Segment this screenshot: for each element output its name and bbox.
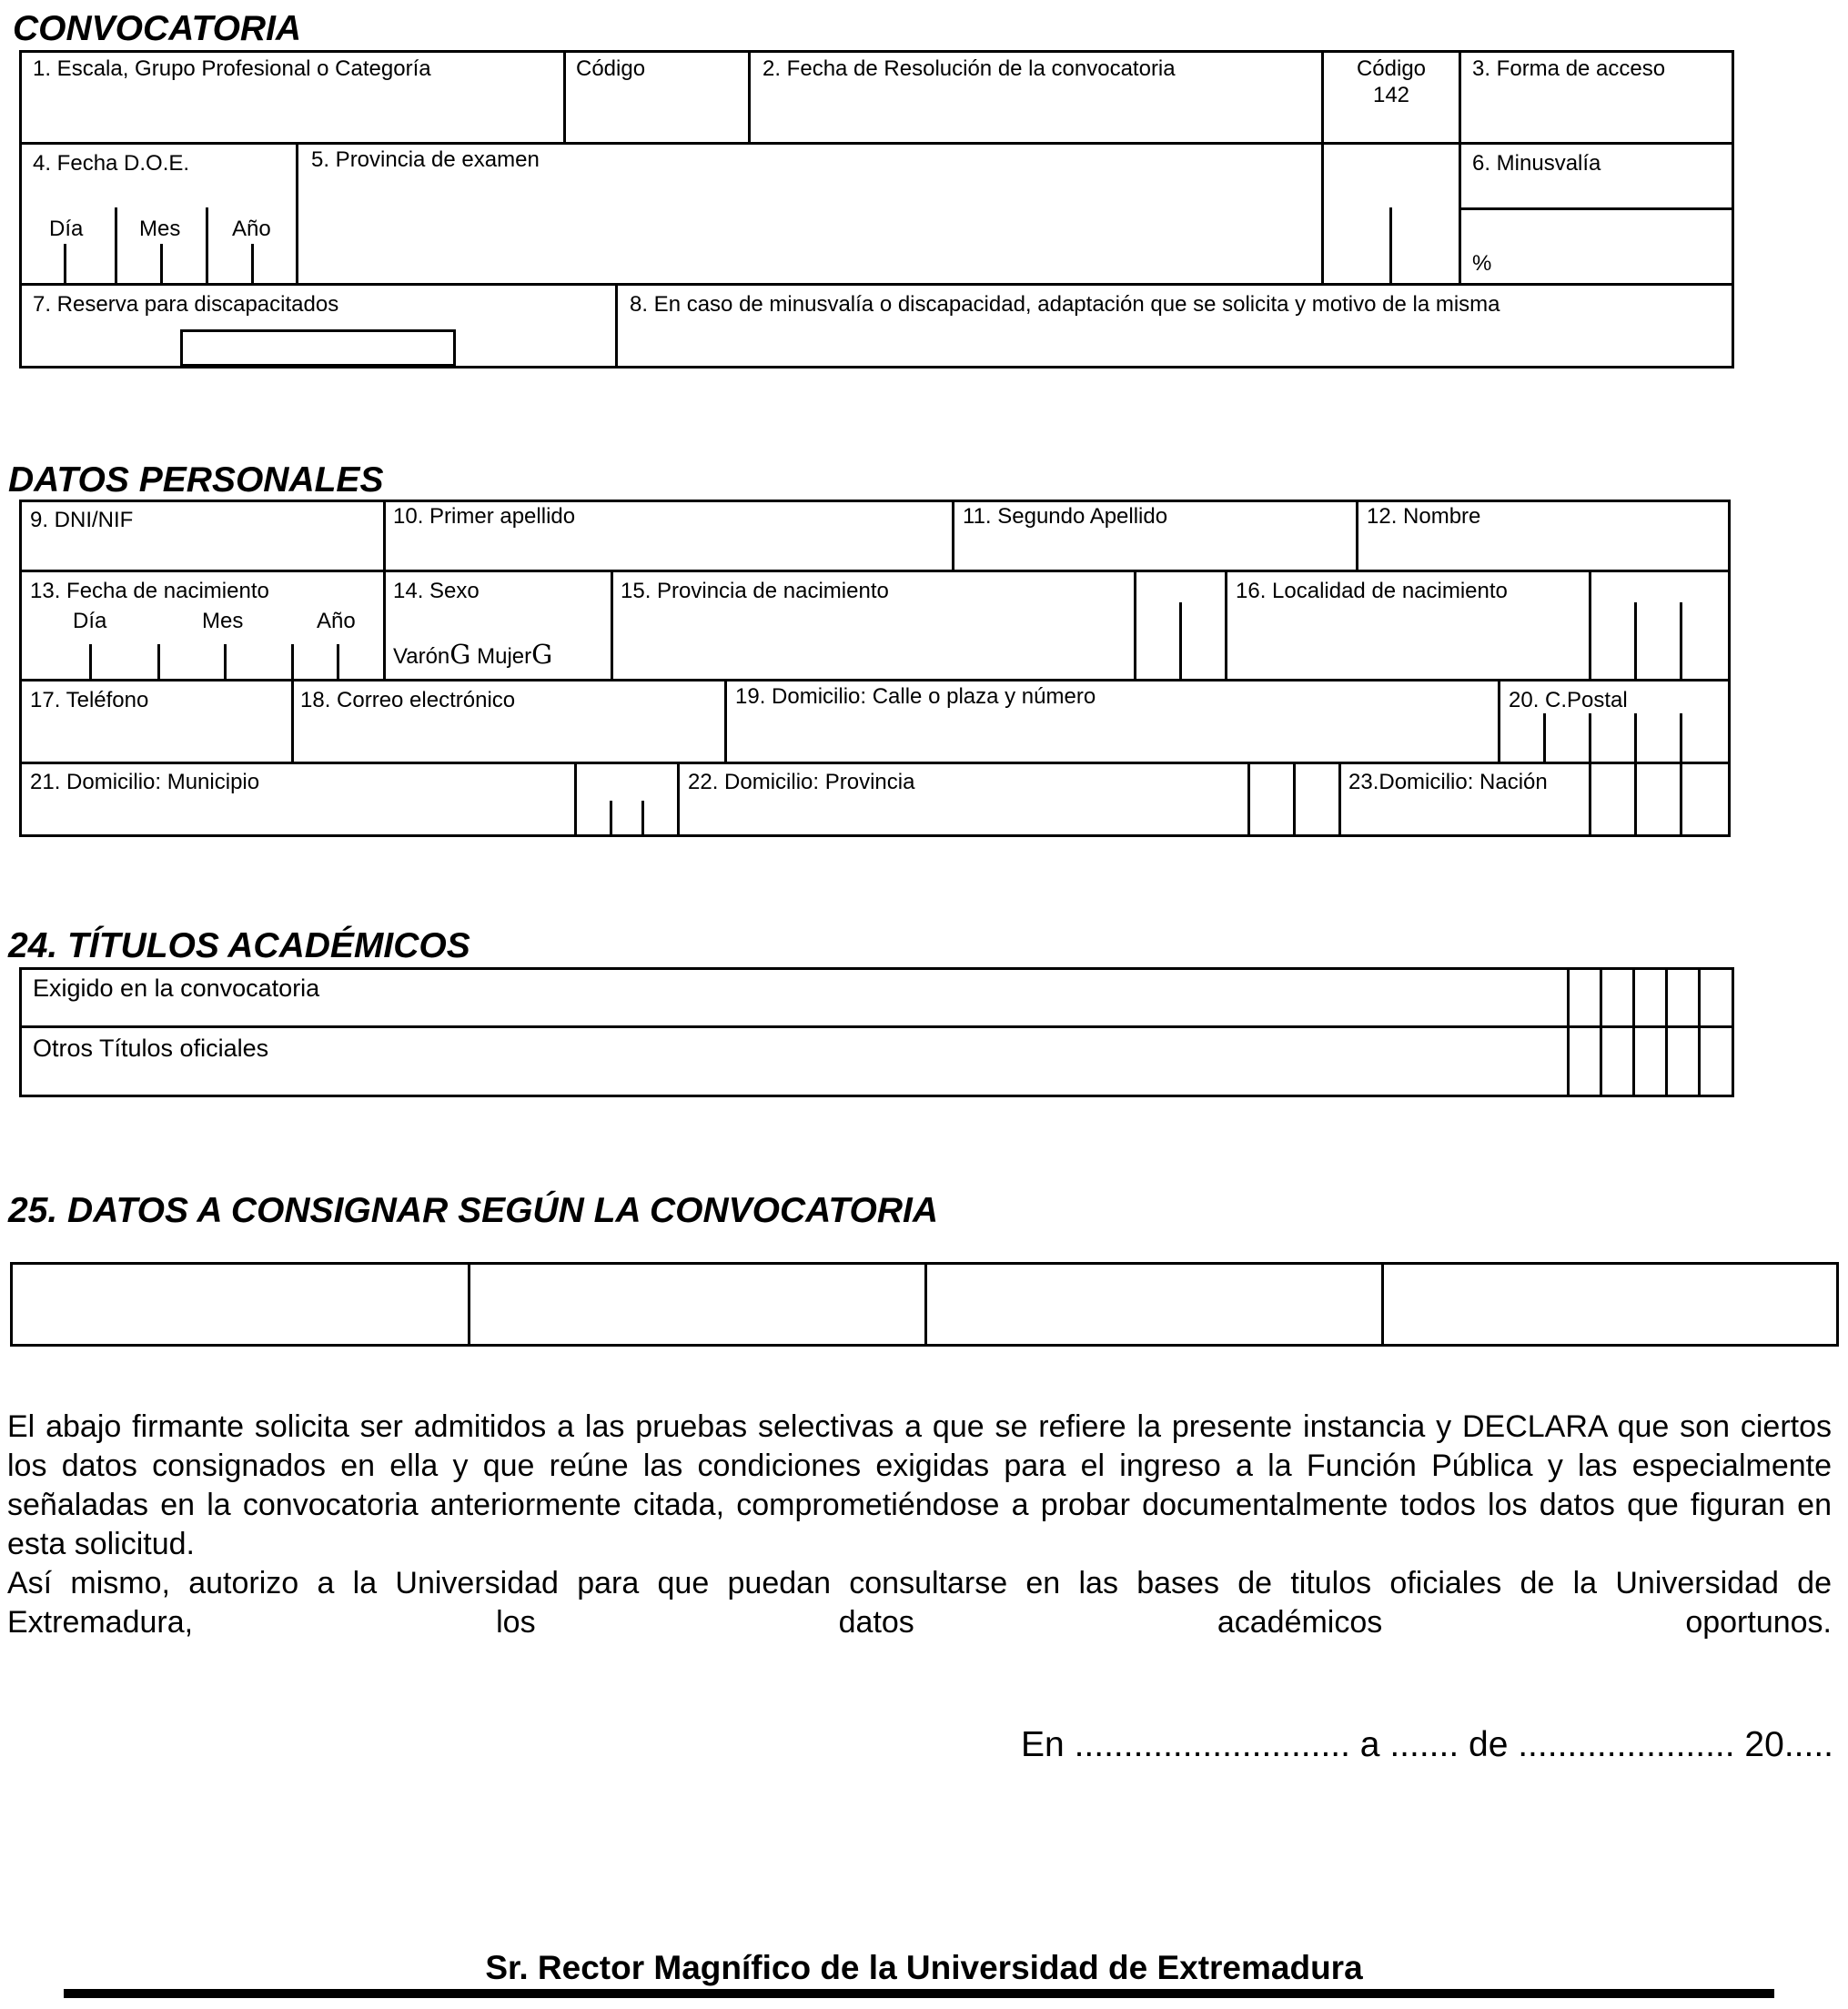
- mujer-checkbox[interactable]: G: [531, 639, 553, 670]
- label-correo: 18. Correo electrónico: [300, 688, 516, 712]
- label-varon: Varón: [393, 644, 450, 669]
- primer-apellido-field[interactable]: [386, 533, 950, 568]
- label-fecha-doe: 4. Fecha D.O.E.: [33, 151, 190, 176]
- place-date-line: En ............................ a ....... de ...................... 20.....: [1021, 1725, 1833, 1764]
- label-codigo: Código: [576, 56, 646, 81]
- label-codigo-postal: 20. C.Postal: [1509, 688, 1628, 712]
- label-domicilio-municipio: 21. Domicilio: Municipio: [30, 770, 260, 794]
- escala-grupo-field[interactable]: [22, 78, 562, 140]
- label-fecha-nacimiento: 13. Fecha de nacimiento: [30, 579, 269, 603]
- label-dni-nif: 9. DNI/NIF: [30, 508, 134, 532]
- datos-consignar-cell-3[interactable]: [927, 1265, 1379, 1344]
- fecha-doe-field[interactable]: [22, 244, 295, 282]
- reserva-discapacitados-box[interactable]: [180, 329, 456, 367]
- adaptacion-field[interactable]: [618, 320, 1732, 366]
- declaration-paragraph-1: El abajo firmante solicita ser admitidos a las pruebas selectivas a que se refiere la presente instancia y DECLARA que son ciertos los datos consignados en ella y que reúne las condiciones exigidas para el ingreso a la Función Pública y las especialmente señaladas en la convocatoria anteriormente citada, comprometiéndose a probar documentalmente todos los datos que figuran en esta solicitud.: [7, 1409, 1832, 1561]
- codigo-postal-field[interactable]: [1500, 715, 1728, 760]
- minusvalia-field[interactable]: [1461, 210, 1732, 281]
- label-telefono: 17. Teléfono: [30, 688, 149, 712]
- forma-acceso-field[interactable]: [1461, 78, 1732, 140]
- label-mujer: Mujer: [477, 644, 532, 669]
- datos-consignar-cell-1[interactable]: [13, 1265, 466, 1344]
- section-heading-titulos: 24. TÍTULOS ACADÉMICOS: [8, 926, 470, 965]
- provincia-nacimiento-field[interactable]: [613, 608, 1132, 677]
- titulo-exigido-field[interactable]: [364, 970, 1565, 1025]
- domicilio-municipio-field[interactable]: [22, 799, 572, 835]
- label-provincia-examen: 5. Provincia de examen: [311, 147, 540, 172]
- label-forma-acceso: 3. Forma de acceso: [1472, 56, 1666, 81]
- domicilio-provincia-field[interactable]: [680, 799, 1246, 835]
- label-anio: Año: [232, 217, 271, 241]
- section-heading-convocatoria: CONVOCATORIA: [13, 9, 302, 48]
- telefono-field[interactable]: [22, 717, 289, 760]
- label-domicilio-calle: 19. Domicilio: Calle o plaza y número: [735, 684, 1096, 709]
- domicilio-calle-field[interactable]: [727, 713, 1496, 760]
- label-domicilio-provincia: 22. Domicilio: Provincia: [688, 770, 915, 794]
- label-localidad-nacimiento: 16. Localidad de nacimiento: [1236, 579, 1508, 603]
- label-anio: Año: [317, 609, 356, 633]
- label-reserva-discapacitados: 7. Reserva para discapacitados: [33, 292, 339, 317]
- declaration-paragraph-2: Así mismo, autorizo a la Universidad para que puedan consultarse en las bases de titulos oficiales de la Universidad de Extremadura, los datos académicos oportunos.: [7, 1566, 1832, 1640]
- label-percent: %: [1472, 251, 1492, 276]
- fecha-resolucion-field[interactable]: [751, 78, 1319, 140]
- correo-field[interactable]: [294, 717, 722, 760]
- domicilio-nacion-field[interactable]: [1341, 799, 1587, 835]
- label-minusvalia: 6. Minusvalía: [1472, 151, 1601, 176]
- label-mes: Mes: [202, 609, 244, 633]
- label-provincia-nacimiento: 15. Provincia de nacimiento: [621, 579, 889, 603]
- section-heading-datos-personales: DATOS PERSONALES: [8, 460, 384, 500]
- label-adaptacion: 8. En caso de minusvalía o discapacidad, adaptación que se solicita y motivo de la misma: [630, 292, 1500, 317]
- label-sexo: 14. Sexo: [393, 579, 480, 603]
- datos-consignar-cell-2[interactable]: [470, 1265, 923, 1344]
- label-fecha-resolucion: 2. Fecha de Resolución de la convocatoria: [762, 56, 1176, 81]
- label-escala-grupo: 1. Escala, Grupo Profesional o Categoría: [33, 56, 431, 81]
- label-otros-titulos: Otros Títulos oficiales: [33, 1035, 269, 1062]
- codigo-field[interactable]: [566, 78, 746, 140]
- label-nombre: 12. Nombre: [1367, 504, 1481, 529]
- bottom-rule: [64, 1989, 1774, 1998]
- sexo-options: [393, 641, 552, 668]
- addressee: Sr. Rector Magnífico de la Universidad de Extremadura: [485, 1949, 1363, 1986]
- codigo-value: 142: [1372, 83, 1410, 107]
- declaration: [7, 1408, 1832, 1642]
- label-mes: Mes: [139, 217, 181, 241]
- varon-checkbox[interactable]: G: [449, 639, 471, 670]
- label-titulo-exigido: Exigido en la convocatoria: [33, 974, 320, 1002]
- datos-consignar-cell-4[interactable]: [1384, 1265, 1836, 1344]
- section-heading-datos-consignar: 25. DATOS A CONSIGNAR SEGÚN LA CONVOCATORIA: [8, 1191, 939, 1230]
- otros-titulos-field[interactable]: [300, 1028, 1565, 1095]
- label-primer-apellido: 10. Primer apellido: [393, 504, 576, 529]
- label-domicilio-nacion: 23.Domicilio: Nación: [1348, 770, 1548, 794]
- nombre-field[interactable]: [1358, 533, 1728, 568]
- dni-nif-field[interactable]: [22, 537, 381, 568]
- segundo-apellido-field[interactable]: [954, 533, 1354, 568]
- provincia-examen-field[interactable]: [298, 175, 1319, 281]
- label-dia: Día: [49, 217, 84, 241]
- fecha-nacimiento-field[interactable]: [22, 642, 381, 677]
- label-dia: Día: [73, 609, 107, 633]
- label-codigo-2: Código: [1356, 56, 1427, 81]
- label-segundo-apellido: 11. Segundo Apellido: [963, 504, 1168, 529]
- localidad-nacimiento-field[interactable]: [1227, 608, 1587, 677]
